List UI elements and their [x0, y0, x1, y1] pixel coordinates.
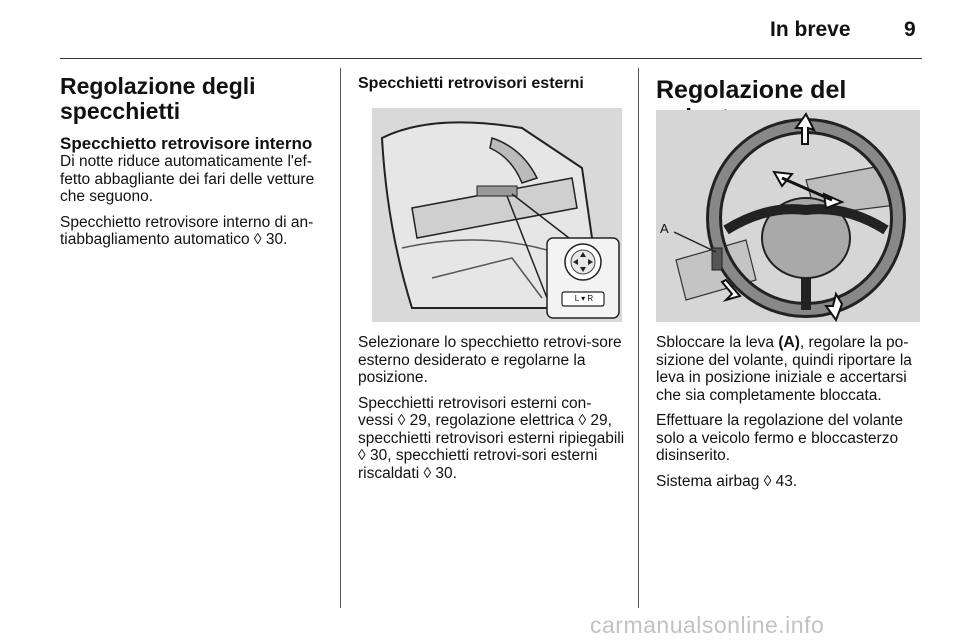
- subsection-title-interior-mirror: Specchietto retrovisore interno: [60, 134, 313, 153]
- steering-wheel-illustration: [656, 110, 920, 322]
- middle-column-body: [358, 334, 626, 490]
- interior-mirror-reference: Specchietto retrovisore interno di an-tiabbagliamento automatico ◊ 30.: [60, 213, 314, 248]
- steering-adjust-instructions: [656, 334, 924, 404]
- page-number: 9: [904, 18, 916, 41]
- exterior-mirror-instructions: Selezionare lo specchietto retrovi-sore esterno desiderato e regolarne la posizione.: [358, 334, 622, 386]
- steering-text-end: , regolare la po-sizione del volante, quindi riportare la leva in posizione iniziale e accertarsi che sia completamente bloccata.: [656, 334, 912, 404]
- steering-lever-ref: (A): [778, 334, 800, 351]
- mirror-switch-label: L ▾ R: [574, 294, 594, 303]
- steering-adjust-warning: Effettuare la regolazione del volante solo a veicolo fermo e bloccasterzo disinserito.: [656, 412, 904, 464]
- door-panel-figure: [372, 108, 622, 322]
- subsection-title-exterior-mirrors: Specchietti retrovisori esterni: [358, 75, 584, 92]
- interior-mirror-text: Di notte riduce automaticamente l'ef-fetto abbagliante dei fari delle vetture che seguono.: [60, 153, 315, 205]
- header-rule: [60, 58, 922, 59]
- exterior-mirror-references: Specchietti retrovisori esterni con-vessi ◊ 29, regolazione elettrica ◊ 29, specchietti retrovisori esterni ripiegabili ◊ 30, specchietti retrovi-sori esterni riscaldati ◊ 30.: [358, 394, 625, 482]
- steering-text-start: Sbloccare la leva: [656, 334, 779, 351]
- header-title: In breve: [770, 18, 851, 41]
- section-title-mirrors: Regolazione degli specchietti: [60, 73, 256, 124]
- watermark: carmanualsonline.info: [590, 612, 825, 638]
- airbag-reference: Sistema airbag ◊ 43.: [656, 472, 798, 490]
- lever-label-a: A: [660, 221, 669, 236]
- right-column-body: [656, 334, 924, 498]
- section-title-steering: Regolazione del: [656, 76, 847, 104]
- column-divider-2: [638, 68, 639, 608]
- door-panel-illustration: [372, 108, 622, 322]
- left-column: [60, 74, 328, 257]
- middle-column: [358, 74, 626, 101]
- steering-wheel-figure: [656, 110, 920, 322]
- column-divider-1: [340, 68, 341, 608]
